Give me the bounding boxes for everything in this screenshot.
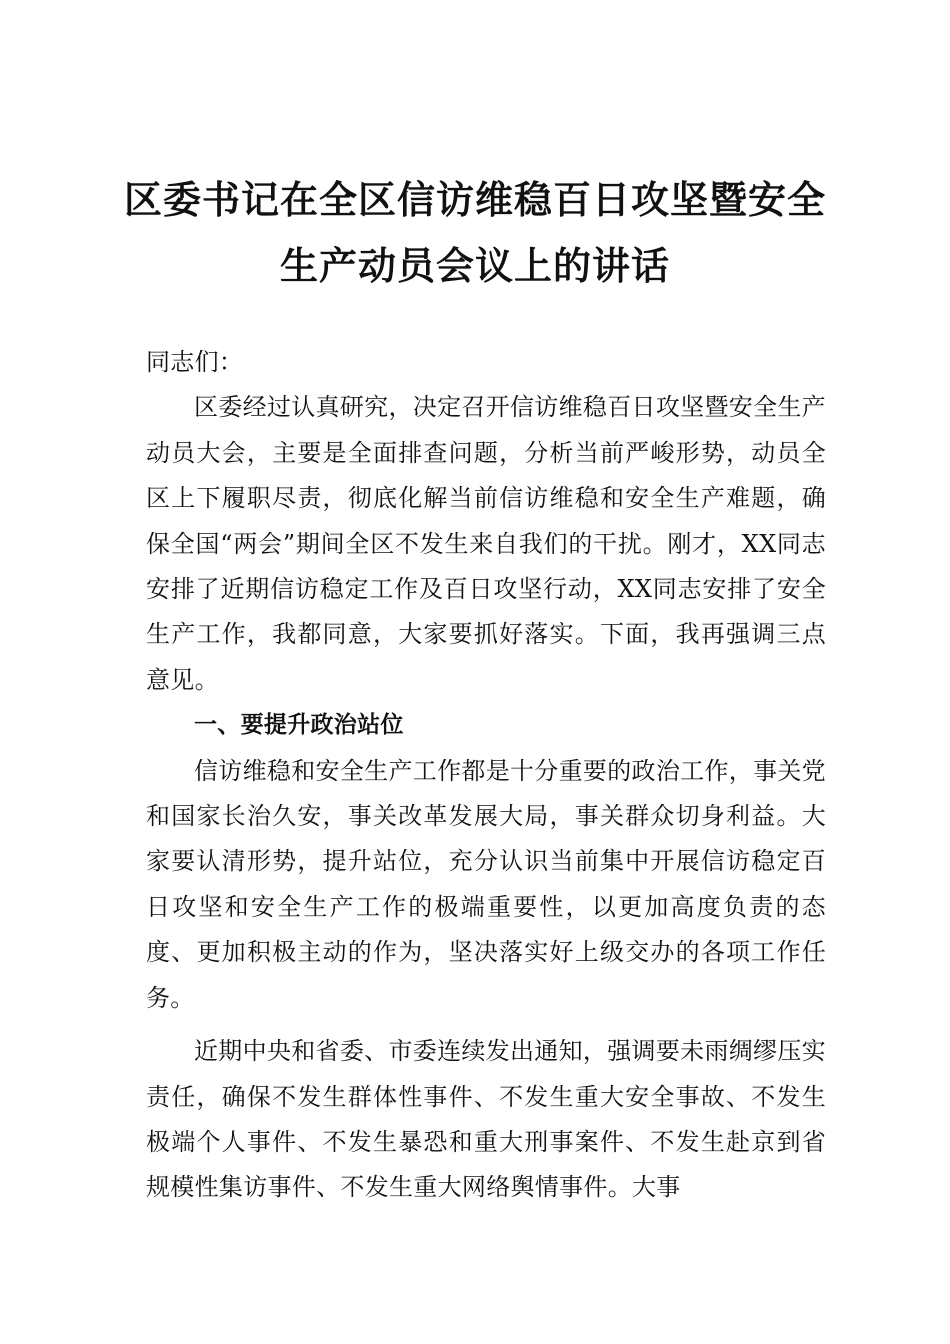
section-1-paragraph-1: 信访维稳和安全生产工作都是十分重要的政治工作，事关党和国家长治久安，事关改革发展大局，事关群众切身利益。大家要认清形势，提升站位，充分认识当前集中开展信访稳定百日攻坚和安全生产工作的极端重要性，以更加高度负责的态度、更加积极主动的作为，坚决落实好上级交办的各项工作任务。: [146, 756, 826, 1012]
document-title-line-2: 生产动员会议上的讲话: [279, 243, 670, 288]
salutation: 同志们：: [146, 348, 244, 376]
document-body: [146, 340, 826, 1211]
section-heading-1: 一、要提升政治站位: [194, 712, 404, 739]
intro-paragraph: 区委经过认真研究，决定召开信访维稳百日攻坚暨安全生产动员大会，主要是全面排查问题，分析当前严峻形势，动员全区上下履职尽责，彻底化解当前信访维稳和安全生产难题，确保全国“两会”期间全区不发生来自我们的干扰。刚才，XX同志安排了近期信访稳定工作及百日攻坚行动，XX同志安排了安全生产工作，我都同意，大家要抓好落实。下面，我再强调三点意见。: [146, 393, 826, 694]
document-title-line-1: 区委书记在全区信访维稳百日攻坚暨安全: [123, 177, 826, 222]
section-1-paragraph-2: 近期中央和省委、市委连续发出通知，强调要未雨绸缪压实责任，确保不发生群体性事件、不发生重大安全事故、不发生极端个人事件、不发生暴恐和重大刑事案件、不发生赴京到省规模性集访事件、不发生重大网络舆情事件。大事: [146, 1037, 826, 1202]
